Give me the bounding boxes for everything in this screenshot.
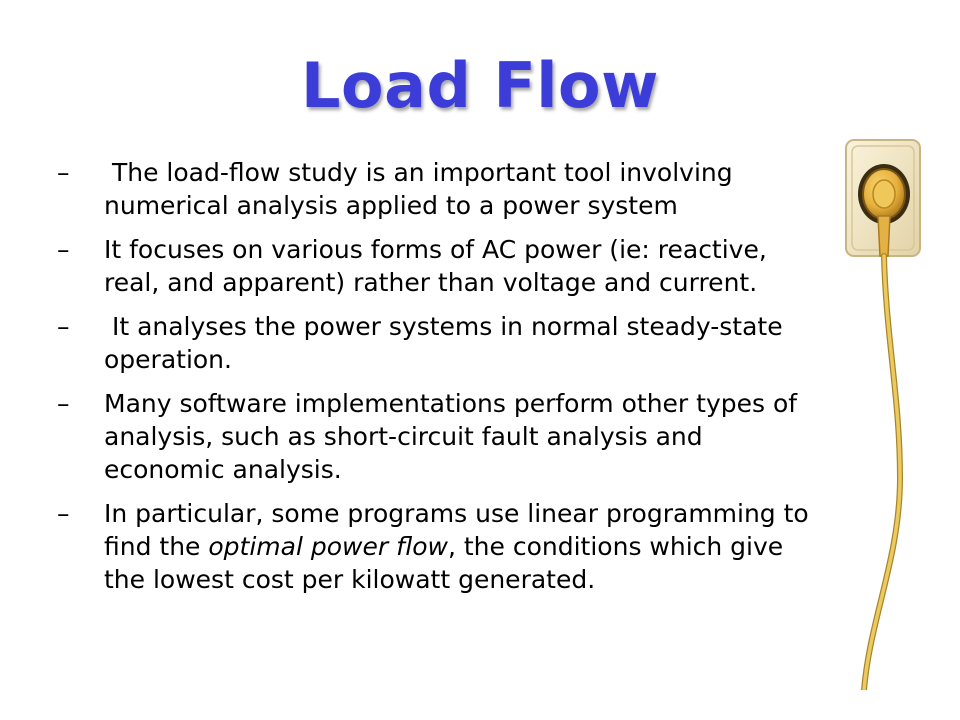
bullet-item bbox=[57, 156, 822, 222]
bullet-text-pre: In particular, some programs use linear programming to find the bbox=[104, 499, 809, 561]
bullet-text-emphasis: optimal power flow bbox=[208, 532, 448, 561]
bullet-marker: – bbox=[57, 499, 70, 528]
bullet-text-post: , the conditions which give the lowest cost per kilowatt generated. bbox=[104, 532, 784, 594]
bullet-text: It focuses on various forms of AC power (ie: reactive, real, and apparent) rather than voltage and current. bbox=[104, 235, 767, 297]
bullet-marker: – bbox=[57, 235, 70, 264]
power-plug-in-socket-icon bbox=[842, 138, 922, 690]
bullet-text: The load-flow study is an important tool involving numerical analysis applied to a power system bbox=[104, 158, 741, 220]
bullet-marker: – bbox=[57, 312, 70, 341]
bullet-item bbox=[57, 233, 822, 299]
bullet-item bbox=[57, 387, 822, 486]
bullet-text: It analyses the power systems in normal steady-state operation. bbox=[104, 312, 791, 374]
bullet-list bbox=[57, 156, 822, 607]
bullet-marker: – bbox=[57, 158, 70, 187]
bullet-marker: – bbox=[57, 389, 70, 418]
bullet-item bbox=[57, 310, 822, 376]
bullet-item bbox=[57, 497, 822, 596]
bullet-text: Many software implementations perform other types of analysis, such as short-circuit fault analysis and economic analysis. bbox=[104, 389, 798, 484]
slide-title: Load Flow bbox=[301, 49, 659, 122]
